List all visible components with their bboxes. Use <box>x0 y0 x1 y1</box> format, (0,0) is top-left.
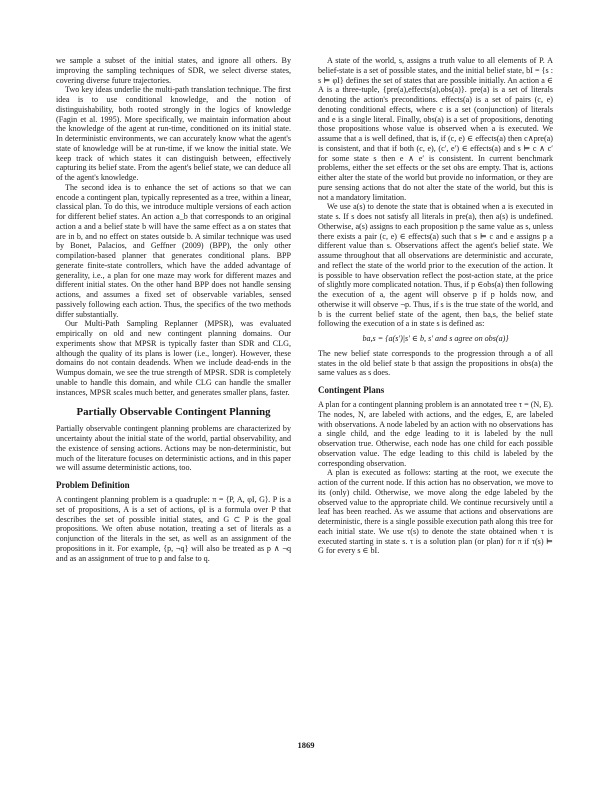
page-number: 1869 <box>297 740 315 750</box>
paragraph: we sample a subset of the initial states, and ignore all others. By improving the sampling techniques of SDR, we select diverse states, covering diverse future trajectories. <box>56 56 291 85</box>
subsection-title: Contingent Plans <box>318 385 385 395</box>
left-column <box>56 56 291 563</box>
equation: ba,s = {a(s′)|s′ ∈ b, s′ and s agree on obs(a)} <box>362 334 509 343</box>
paragraph: A state of the world, s, assigns a truth value to all elements of P. A belief-state is a set of possible states, and the initial belief state, bI = {s : s ⊨ φI} defines the set of states that are possible initially. An action a ∈ A is a three-tuple, {pre(a),effects(a),obs(a)}. pre(a) is a set of literals denoting the action's preconditions. effects(a) is a set of pairs (c, e) denoting conditional effects, where c is a set (conjunction) of literals and e is a single literal. Finally, obs(a) is a set of propositions, denoting those propositions whose value is observed when a is executed. We assume that a is well defined, that is, if (c, e) ∈ effects(a) then c∧pre(a) is consistent, and that if both (c, e), (c′, e′) ∈ effects(a) and s ⊨ c ∧ c′ for some state s then e ∧ e′ is consistent. In current benchmark problems, either the set effects or the set obs are empty. That is, actions either alter the state of the world but provide no information, or they are pure sensing actions that do not alter the state of the world, but this is not a mandatory limitation. <box>318 56 553 202</box>
subsection-title: Problem Definition <box>56 480 130 490</box>
right-column <box>318 56 553 556</box>
paragraph: Our Multi-Path Sampling Replanner (MPSR), was evaluated empirically on old and new contingent planning domains. Our experiments show that MPSR is typically faster than SDR and CLG, although the quality of its plans is lower (i.e., longer). However, these domains do not contain deadends. When we include dead-ends in the Wumpus domain, we see the true strength of MPSR. SDR is completely unable to handle this domain, and while CLG can handle the smaller instances, MPSR scales much better, and generates smaller plans, faster. <box>56 319 291 397</box>
paragraph: A plan for a contingent planning problem is an annotated tree τ = (N, E). The nodes, N, are labeled with actions, and the edges, E, are labeled with observations. A node labeled by an action with no observations has a single child, and the edge leading to it is labeled by the null observation true. Otherwise, each node has one child for each possible observation value. The edge leading to this child is labeled by the corresponding observation. <box>318 400 553 468</box>
paragraph: A plan is executed as follows: starting at the root, we execute the action of the current node. If this action has no observation, we move to its (only) child. Otherwise, we move along the edge labeled by the observed value to the appropriate child. We continue recursively until a leaf has been reached. As we assume that actions and observations are deterministic, there is a single possible execution path along this tree for each initial state. We use τ(s) to denote the state obtained when τ is executed starting in state s. τ is a solution plan (or plan) for π if τ(s) ⊨ G for every s ∈ bI. <box>318 468 553 556</box>
section-title: Partially Observable Contingent Planning <box>76 406 271 419</box>
paragraph: The second idea is to enhance the set of actions so that we can encode a contingent plan, typically represented as a tree, within a linear, classical plan. To do this, we introduce multiple versions of each action for different belief states. An action a_b that corresponds to an original action a and a belief state b will have the same effect as a on states that are in b, and no effect on states outside b. A similar technique was used by Bonet, Palacios, and Geffner (2009) (BPP), the only other compilation-based planner that generates conditional plans. BPP generate finite-state controllers, which have the added advantage of generality, i.e., a plan for one maze may work for different mazes and different initial states. On the other hand BPP does not handle sensing actions, and assumes a fixed set of observable variables, sensed passively following each action. Thus, the specifics of the two methods differ substantially. <box>56 182 291 319</box>
paragraph: A contingent planning problem is a quadruple: π = ⟨P, A, φI, G⟩. P is a set of propositions, A is a set of actions, φI is a formula over P that describes the set of possible initial states, and G ⊂ P is the goal propositions. We often abuse notation, treating a set of literals as a conjunction of the literals in the set, as well as an assignment of the propositions in it. For example, {p, ¬q} will also be treated as p ∧ ¬q and as an assignment of true to p and false to q. <box>56 495 291 563</box>
paragraph: Two key ideas underlie the multi-path translation technique. The first idea is to use conditional knowledge, and the notion of distinguishability, both rooted strongly in the logics of knowledge (Fagin et al. 1995). More specifically, we maintain information about the knowledge of the agent at run-time, conditioned on its initial state. In deterministic environments, we can accurately know what the agent's state of knowledge will be at run-time, if we know the initial state. We keep track of which states it can distinguish between, effectively capturing its belief state. From the agent's belief state, we can deduce all of the agent's knowledge. <box>56 85 291 182</box>
paragraph: The new belief state corresponds to the progression through a of all states in the old belief state b that assign the propositions in obs(a) the same values as s does. <box>318 348 553 378</box>
paragraph: Partially observable contingent planning problems are characterized by uncertainty about the initial state of the world, partial observability, and the existence of sensing actions. Actions may be non-deterministic, but much of the literature focuses on deterministic actions, and in this paper we will assume deterministic actions, too. <box>56 424 291 473</box>
paragraph: We use a(s) to denote the state that is obtained when a is executed in state s. If s does not satisfy all literals in pre(a), then a(s) is undefined. Otherwise, a(s) assigns to each proposition p the same value as s, unless there exists a pair (c, e) ∈ effects(a) such that s ⊨ c and e assigns p a different value than s. Observations affect the agent's belief state. We assume throughout that all observations are deterministic and accurate, and reflect the state of the world prior to the execution of the action. It is possible to have observation reflect the post-action state, at the price of slightly more complicated notation. Thus, if p ∈obs(a) then following the execution of a, the agent will observe p if p holds now, and otherwise it will observe ¬p. Thus, if s is the true state of the world, and b is the current belief state of the agent, then ba,s, the belief state following the execution of a in state s is defined as: <box>318 202 553 329</box>
